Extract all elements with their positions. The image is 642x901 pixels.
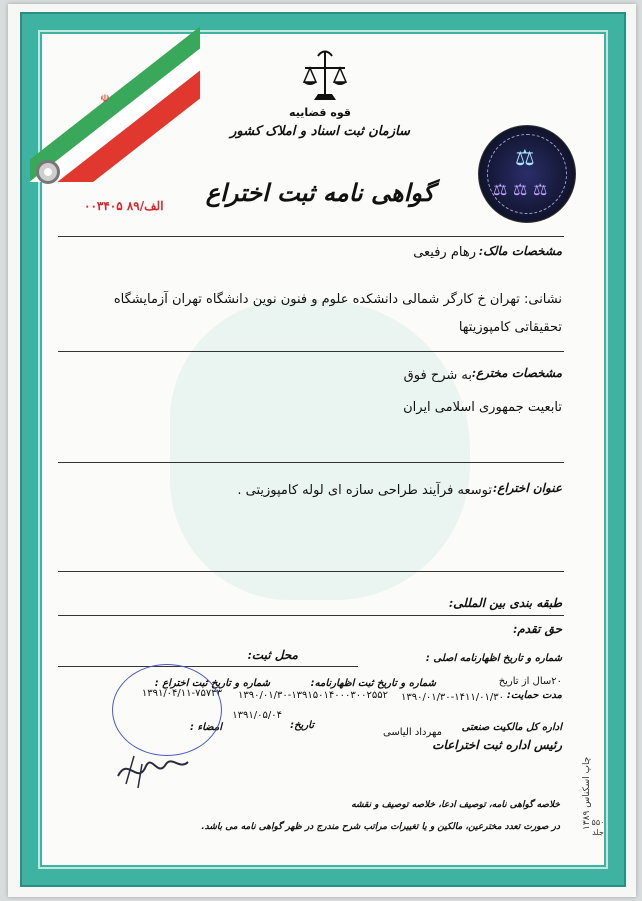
duration-value: ۲۰سال از تاریخ (498, 676, 562, 687)
divider (58, 462, 564, 463)
hologram-scales-icon: ⚖ (515, 146, 535, 171)
iran-flag-corner (30, 22, 200, 182)
watermark-map (170, 300, 470, 600)
scales-icon: ⚖ (533, 180, 548, 199)
declaration-value: ۱۳۹۰/۰۱/۳۰-۱۳۹۱۵۰۱۴۰۰۰۳۰۰۲۵۵۲ (238, 690, 388, 701)
flag-emblem-icon: ☫ (100, 92, 110, 105)
scales-icon: ⚖ (513, 180, 528, 199)
divider (58, 351, 564, 352)
footer-note-1: خلاصه گواهی نامه، توصیف ادعا، خلاصه توصیف و نقشه (351, 800, 560, 810)
owner-label: مشخصات مالک: (478, 244, 562, 258)
serial-number: الف/۸۹ ۰۰۳۴۰۵ (84, 199, 164, 213)
judiciary-label: قوه قضاییه (289, 106, 351, 119)
signature-label: امضاء : (189, 722, 222, 733)
main-declaration-label: شماره و تاریخ اظهارنامه اصلی : (425, 653, 562, 664)
divider (58, 571, 564, 572)
classification-label: طبقه بندی بین المللی: (448, 596, 562, 610)
owner-name: رهام رفیعی (413, 245, 476, 260)
registration-number-value: ۱۳۹۱/۰۴/۱۱-۷۵۷۳۳ (141, 688, 222, 699)
punch-hole (36, 160, 60, 184)
inventor-label: مشخصات مخترع: (471, 366, 562, 380)
hologram-seal (478, 125, 576, 223)
registration-place-label: محل ثبت: (247, 648, 298, 662)
divider (58, 615, 564, 616)
department-label: اداره کل مالکیت صنعتی (461, 722, 562, 733)
declaration-label: شماره و تاریخ ثبت اظهارنامه: (310, 678, 436, 689)
organization-name: سازمان ثبت اسناد و املاک کشور (230, 124, 410, 139)
stamp-unit: جلد (592, 828, 604, 837)
scales-icon: ⚖ (493, 180, 508, 199)
page-count-stamp (586, 818, 610, 846)
certificate-title: گواهی نامه ثبت اختراع (205, 178, 435, 207)
duration-label: مدت حمایت: (506, 690, 562, 701)
date-value: ۱۳۹۱/۰۵/۰۴ (232, 710, 282, 721)
footer-note-2: در صورت تعدد مخترعین، مالکین و یا تغییرات مراتب شرح مندرج در ظهر گواهی نامه می باشد. (201, 822, 560, 832)
divider (58, 236, 564, 237)
invention-title-label: عنوان اختراع: (492, 481, 562, 495)
scales-of-justice-icon (300, 48, 350, 106)
duration-dates: ۱۳۹۰/۰۱/۳۰-۱۴۱۱/۰۱/۳۰ (400, 692, 504, 703)
official-name: مهرداد الیاسی (383, 727, 442, 738)
registration-number-label: شماره و تاریخ ثبت اختراع : (154, 678, 270, 689)
priority-label: حق تقدم: (512, 622, 562, 636)
inventor-value: به شرح فوق (403, 368, 472, 383)
invention-title-value: توسعه فرآیند طراحی سازه ای لوله کامپوزیتی . (237, 483, 492, 498)
inventor-nationality: تابعیت جمهوری اسلامی ایران (403, 400, 562, 415)
side-print-text: چاپ اسکناس ۱۳۸۹ (582, 756, 592, 830)
stamp-count: ۵۵۰ (591, 818, 605, 827)
date-label: تاریخ: (290, 720, 314, 731)
owner-address-line2: تحقیقاتی کامپوزیتها (458, 320, 562, 335)
owner-address: نشانی: تهران خ کارگر شمالی دانشکده علوم و فنون نوین دانشگاه تهران آزمایشگاه (113, 292, 562, 307)
divider (58, 666, 358, 667)
official-title: رئیس اداره ثبت اختراعات (432, 738, 562, 752)
handwritten-signature (108, 736, 198, 796)
